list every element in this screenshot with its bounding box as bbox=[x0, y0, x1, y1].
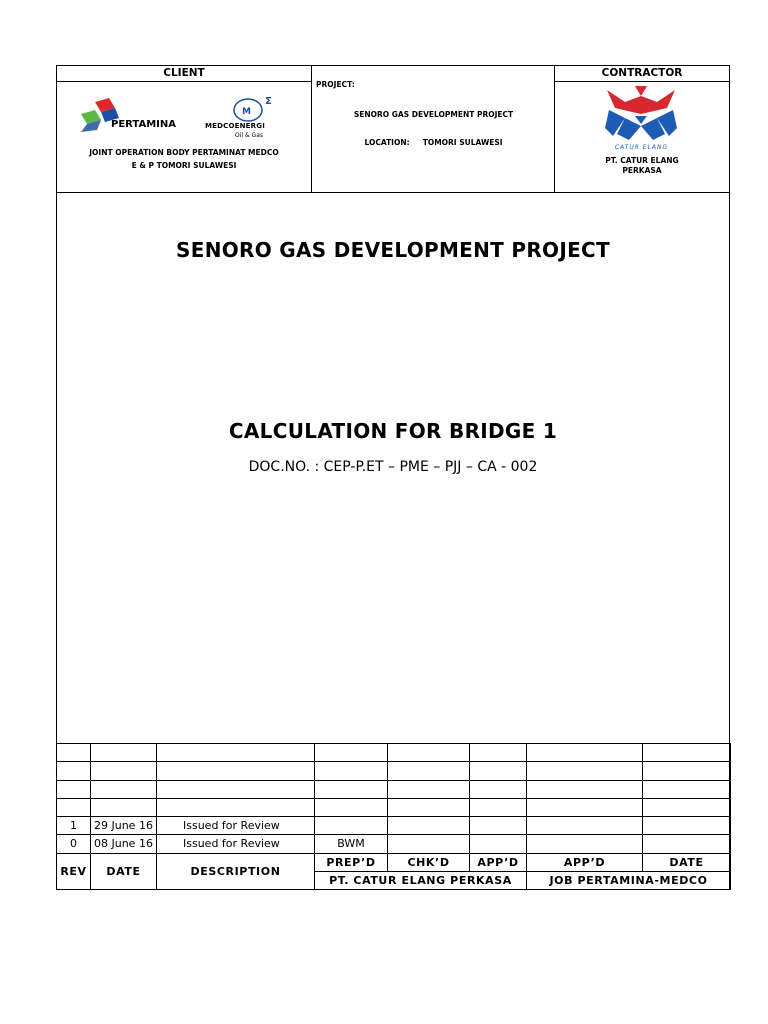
description-cell bbox=[157, 762, 315, 780]
prepd-header: PREP’D bbox=[315, 853, 388, 871]
contractor-caption bbox=[555, 156, 729, 176]
revision-header-row bbox=[57, 853, 731, 871]
rev-cell bbox=[57, 762, 91, 780]
chkd-cell bbox=[388, 762, 470, 780]
date2-cell bbox=[643, 817, 731, 835]
contractor-caption-line2: PERKASA bbox=[622, 166, 662, 175]
date2-cell bbox=[643, 744, 731, 762]
prepd-cell bbox=[315, 780, 388, 798]
revision-row bbox=[57, 744, 731, 762]
rev-header: REV bbox=[57, 853, 91, 890]
contractor-signoff: PT. CATUR ELANG PERKASA bbox=[315, 871, 527, 889]
date-cell: 08 June 16 bbox=[91, 835, 157, 853]
date-cell bbox=[91, 798, 157, 816]
document-frame bbox=[56, 65, 730, 890]
contractor-box bbox=[554, 66, 729, 192]
svg-text:Σ: Σ bbox=[265, 96, 272, 107]
description-header: DESCRIPTION bbox=[157, 853, 315, 890]
rev-cell: 1 bbox=[57, 817, 91, 835]
date2-cell bbox=[643, 762, 731, 780]
chkd-cell bbox=[388, 780, 470, 798]
client-box bbox=[57, 66, 312, 192]
document-subtitle: CALCULATION FOR BRIDGE 1 bbox=[228, 419, 558, 443]
revision-table bbox=[56, 743, 731, 890]
document-title: SENORO GAS DEVELOPMENT PROJECT bbox=[176, 238, 610, 262]
appd2-cell bbox=[527, 744, 643, 762]
project-location bbox=[312, 138, 555, 147]
svg-text:M: M bbox=[242, 107, 251, 117]
description-cell bbox=[157, 780, 315, 798]
revision-row bbox=[57, 798, 731, 816]
client-caption-line2: E & P TOMORI SULAWESI bbox=[131, 161, 237, 170]
appd-cell bbox=[470, 817, 527, 835]
appd-cell bbox=[470, 744, 527, 762]
appd2-cell bbox=[527, 798, 643, 816]
chkd-cell bbox=[388, 835, 470, 853]
appd-header: APP’D bbox=[470, 853, 527, 871]
location-value: TOMORI SULAWESI bbox=[422, 138, 503, 147]
chkd-cell bbox=[388, 798, 470, 816]
rev-cell bbox=[57, 798, 91, 816]
prepd-cell: BWM bbox=[315, 835, 388, 853]
rev-cell bbox=[57, 744, 91, 762]
catur-elang-logo-text: CATUR ELANG bbox=[614, 144, 669, 151]
client-title: CLIENT bbox=[57, 66, 311, 82]
date2-header: DATE bbox=[643, 853, 731, 871]
date2-cell bbox=[643, 780, 731, 798]
client-caption bbox=[57, 146, 311, 172]
revision-row bbox=[57, 780, 731, 798]
appd2-cell bbox=[527, 835, 643, 853]
chkd-cell bbox=[388, 744, 470, 762]
prepd-cell bbox=[315, 744, 388, 762]
description-cell: Issued for Review bbox=[157, 835, 315, 853]
date-cell bbox=[91, 744, 157, 762]
description-cell: Issued for Review bbox=[157, 817, 315, 835]
contractor-title: CONTRACTOR bbox=[555, 66, 729, 82]
revision-row bbox=[57, 817, 731, 835]
header-divider bbox=[57, 192, 729, 193]
appd-cell bbox=[470, 798, 527, 816]
project-label: PROJECT: bbox=[316, 80, 355, 89]
pertamina-logo-text: PERTAMINA bbox=[111, 119, 176, 130]
chkd-cell bbox=[388, 817, 470, 835]
location-label: LOCATION: bbox=[364, 138, 410, 147]
date2-cell bbox=[643, 835, 731, 853]
description-cell bbox=[157, 744, 315, 762]
appd-cell bbox=[470, 762, 527, 780]
oilgas-logo-text: Oil & Gas bbox=[235, 132, 264, 139]
contractor-logo bbox=[555, 82, 729, 156]
document-number: DOC.NO. : CEP-P.ET – PME – PJJ – CA - 002 bbox=[248, 459, 538, 475]
revision-row bbox=[57, 762, 731, 780]
project-name: SENORO GAS DEVELOPMENT PROJECT bbox=[353, 110, 514, 119]
rev-cell: 0 bbox=[57, 835, 91, 853]
medco-logo-text: MEDCOENERGI bbox=[205, 122, 266, 130]
client-logo bbox=[57, 82, 311, 146]
catur-elang-logo-icon bbox=[555, 82, 728, 144]
appd-cell bbox=[470, 780, 527, 798]
description-cell bbox=[157, 798, 315, 816]
prepd-cell bbox=[315, 798, 388, 816]
appd2-header: APP’D bbox=[527, 853, 643, 871]
date2-cell bbox=[643, 798, 731, 816]
prepd-cell bbox=[315, 817, 388, 835]
prepd-cell bbox=[315, 762, 388, 780]
date-header: DATE bbox=[91, 853, 157, 890]
contractor-caption-line1: PT. CATUR ELANG bbox=[605, 156, 679, 165]
client-caption-line1: JOINT OPERATION BODY PERTAMINAT MEDCO bbox=[89, 148, 279, 157]
appd2-cell bbox=[527, 780, 643, 798]
appd-cell bbox=[470, 835, 527, 853]
project-box bbox=[312, 66, 555, 192]
appd2-cell bbox=[527, 762, 643, 780]
date-cell bbox=[91, 762, 157, 780]
date-cell bbox=[91, 780, 157, 798]
appd2-cell bbox=[527, 817, 643, 835]
revision-row bbox=[57, 835, 731, 853]
date-cell: 29 June 16 bbox=[91, 817, 157, 835]
client-signoff: JOB PERTAMINA-MEDCO bbox=[527, 871, 731, 889]
rev-cell bbox=[57, 780, 91, 798]
chkd-header: CHK’D bbox=[388, 853, 470, 871]
